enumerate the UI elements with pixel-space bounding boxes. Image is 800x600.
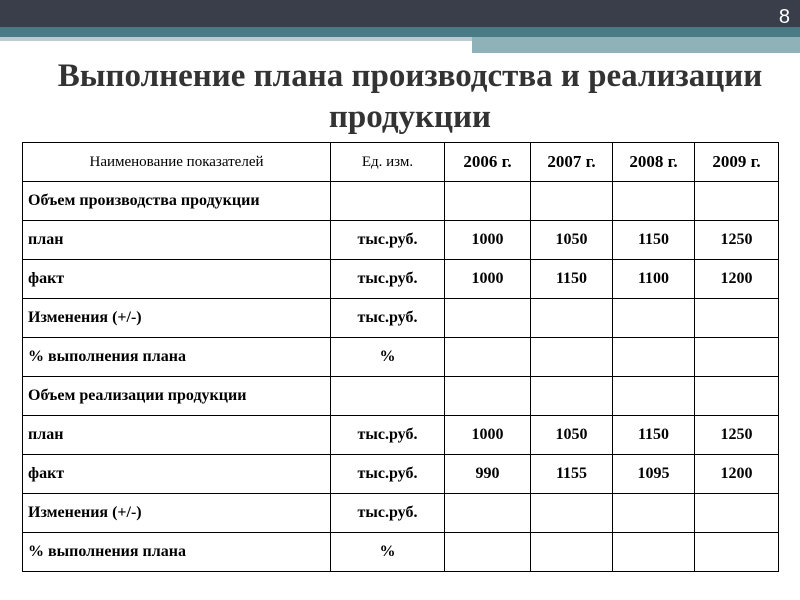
header-cell-2007: 2007 г. [531,143,613,182]
value-cell-2007: 1155 [531,455,613,494]
accent-bar-teal [0,27,800,37]
row-label: факт [23,260,331,299]
value-cell-2006 [445,338,531,377]
value-cell-2008 [613,533,695,572]
value-cell-2008 [613,182,695,221]
plan-table [22,142,779,572]
value-cell-2007 [531,494,613,533]
unit-cell: % [331,533,445,572]
value-cell-2009: 1250 [695,221,779,260]
slide-number: 8 [778,6,790,28]
row-label: % выполнения плана [23,533,331,572]
value-cell-2009 [695,494,779,533]
row-label: Объем производства продукции [23,182,331,221]
value-cell-2006 [445,494,531,533]
table-row [23,377,779,416]
unit-cell [331,182,445,221]
value-cell-2008 [613,494,695,533]
table-row [23,299,779,338]
unit-cell: тыс.руб. [331,260,445,299]
value-cell-2006 [445,299,531,338]
row-label: план [23,221,331,260]
value-cell-2007: 1050 [531,416,613,455]
value-cell-2008: 1150 [613,416,695,455]
value-cell-2008 [613,299,695,338]
value-cell-2007 [531,533,613,572]
value-cell-2009: 1200 [695,260,779,299]
unit-cell: тыс.руб. [331,299,445,338]
row-label: Изменения (+/-) [23,494,331,533]
value-cell-2006: 990 [445,455,531,494]
header-cell-2008: 2008 г. [613,143,695,182]
value-cell-2006: 1000 [445,260,531,299]
value-cell-2007 [531,299,613,338]
header-cell-2009: 2009 г. [695,143,779,182]
value-cell-2007: 1050 [531,221,613,260]
accent-bar-light [0,37,472,41]
row-label: % выполнения плана [23,338,331,377]
table-row [23,338,779,377]
value-cell-2006: 1000 [445,221,531,260]
unit-cell [331,377,445,416]
value-cell-2008 [613,377,695,416]
table-row [23,455,779,494]
table-row [23,182,779,221]
value-cell-2007 [531,377,613,416]
table-row [23,221,779,260]
unit-cell: тыс.руб. [331,221,445,260]
value-cell-2009 [695,377,779,416]
row-label: Объем реализации продукции [23,377,331,416]
table-row [23,416,779,455]
row-label: Изменения (+/-) [23,299,331,338]
value-cell-2006 [445,182,531,221]
value-cell-2006: 1000 [445,416,531,455]
unit-cell: тыс.руб. [331,416,445,455]
row-label: план [23,416,331,455]
value-cell-2008: 1100 [613,260,695,299]
unit-cell: % [331,338,445,377]
value-cell-2007 [531,338,613,377]
value-cell-2009 [695,182,779,221]
slide-title: Выполнение плана производства и реализации продукции [57,58,763,135]
value-cell-2009: 1250 [695,416,779,455]
unit-cell: тыс.руб. [331,494,445,533]
value-cell-2006 [445,377,531,416]
unit-cell: тыс.руб. [331,455,445,494]
value-cell-2006 [445,533,531,572]
value-cell-2009: 1200 [695,455,779,494]
row-label: факт [23,455,331,494]
table-header-row [23,143,779,182]
table-row [23,494,779,533]
value-cell-2008 [613,338,695,377]
value-cell-2008: 1095 [613,455,695,494]
value-cell-2008: 1150 [613,221,695,260]
accent-bar-right [472,37,800,53]
value-cell-2007: 1150 [531,260,613,299]
table-row [23,260,779,299]
value-cell-2009 [695,338,779,377]
header-cell-indicator: Наименование показателей [23,143,331,182]
value-cell-2007 [531,182,613,221]
value-cell-2009 [695,533,779,572]
header-cell-2006: 2006 г. [445,143,531,182]
header-cell-unit: Ед. изм. [331,143,445,182]
value-cell-2009 [695,299,779,338]
table-row [23,533,779,572]
top-header-bar [0,0,800,27]
